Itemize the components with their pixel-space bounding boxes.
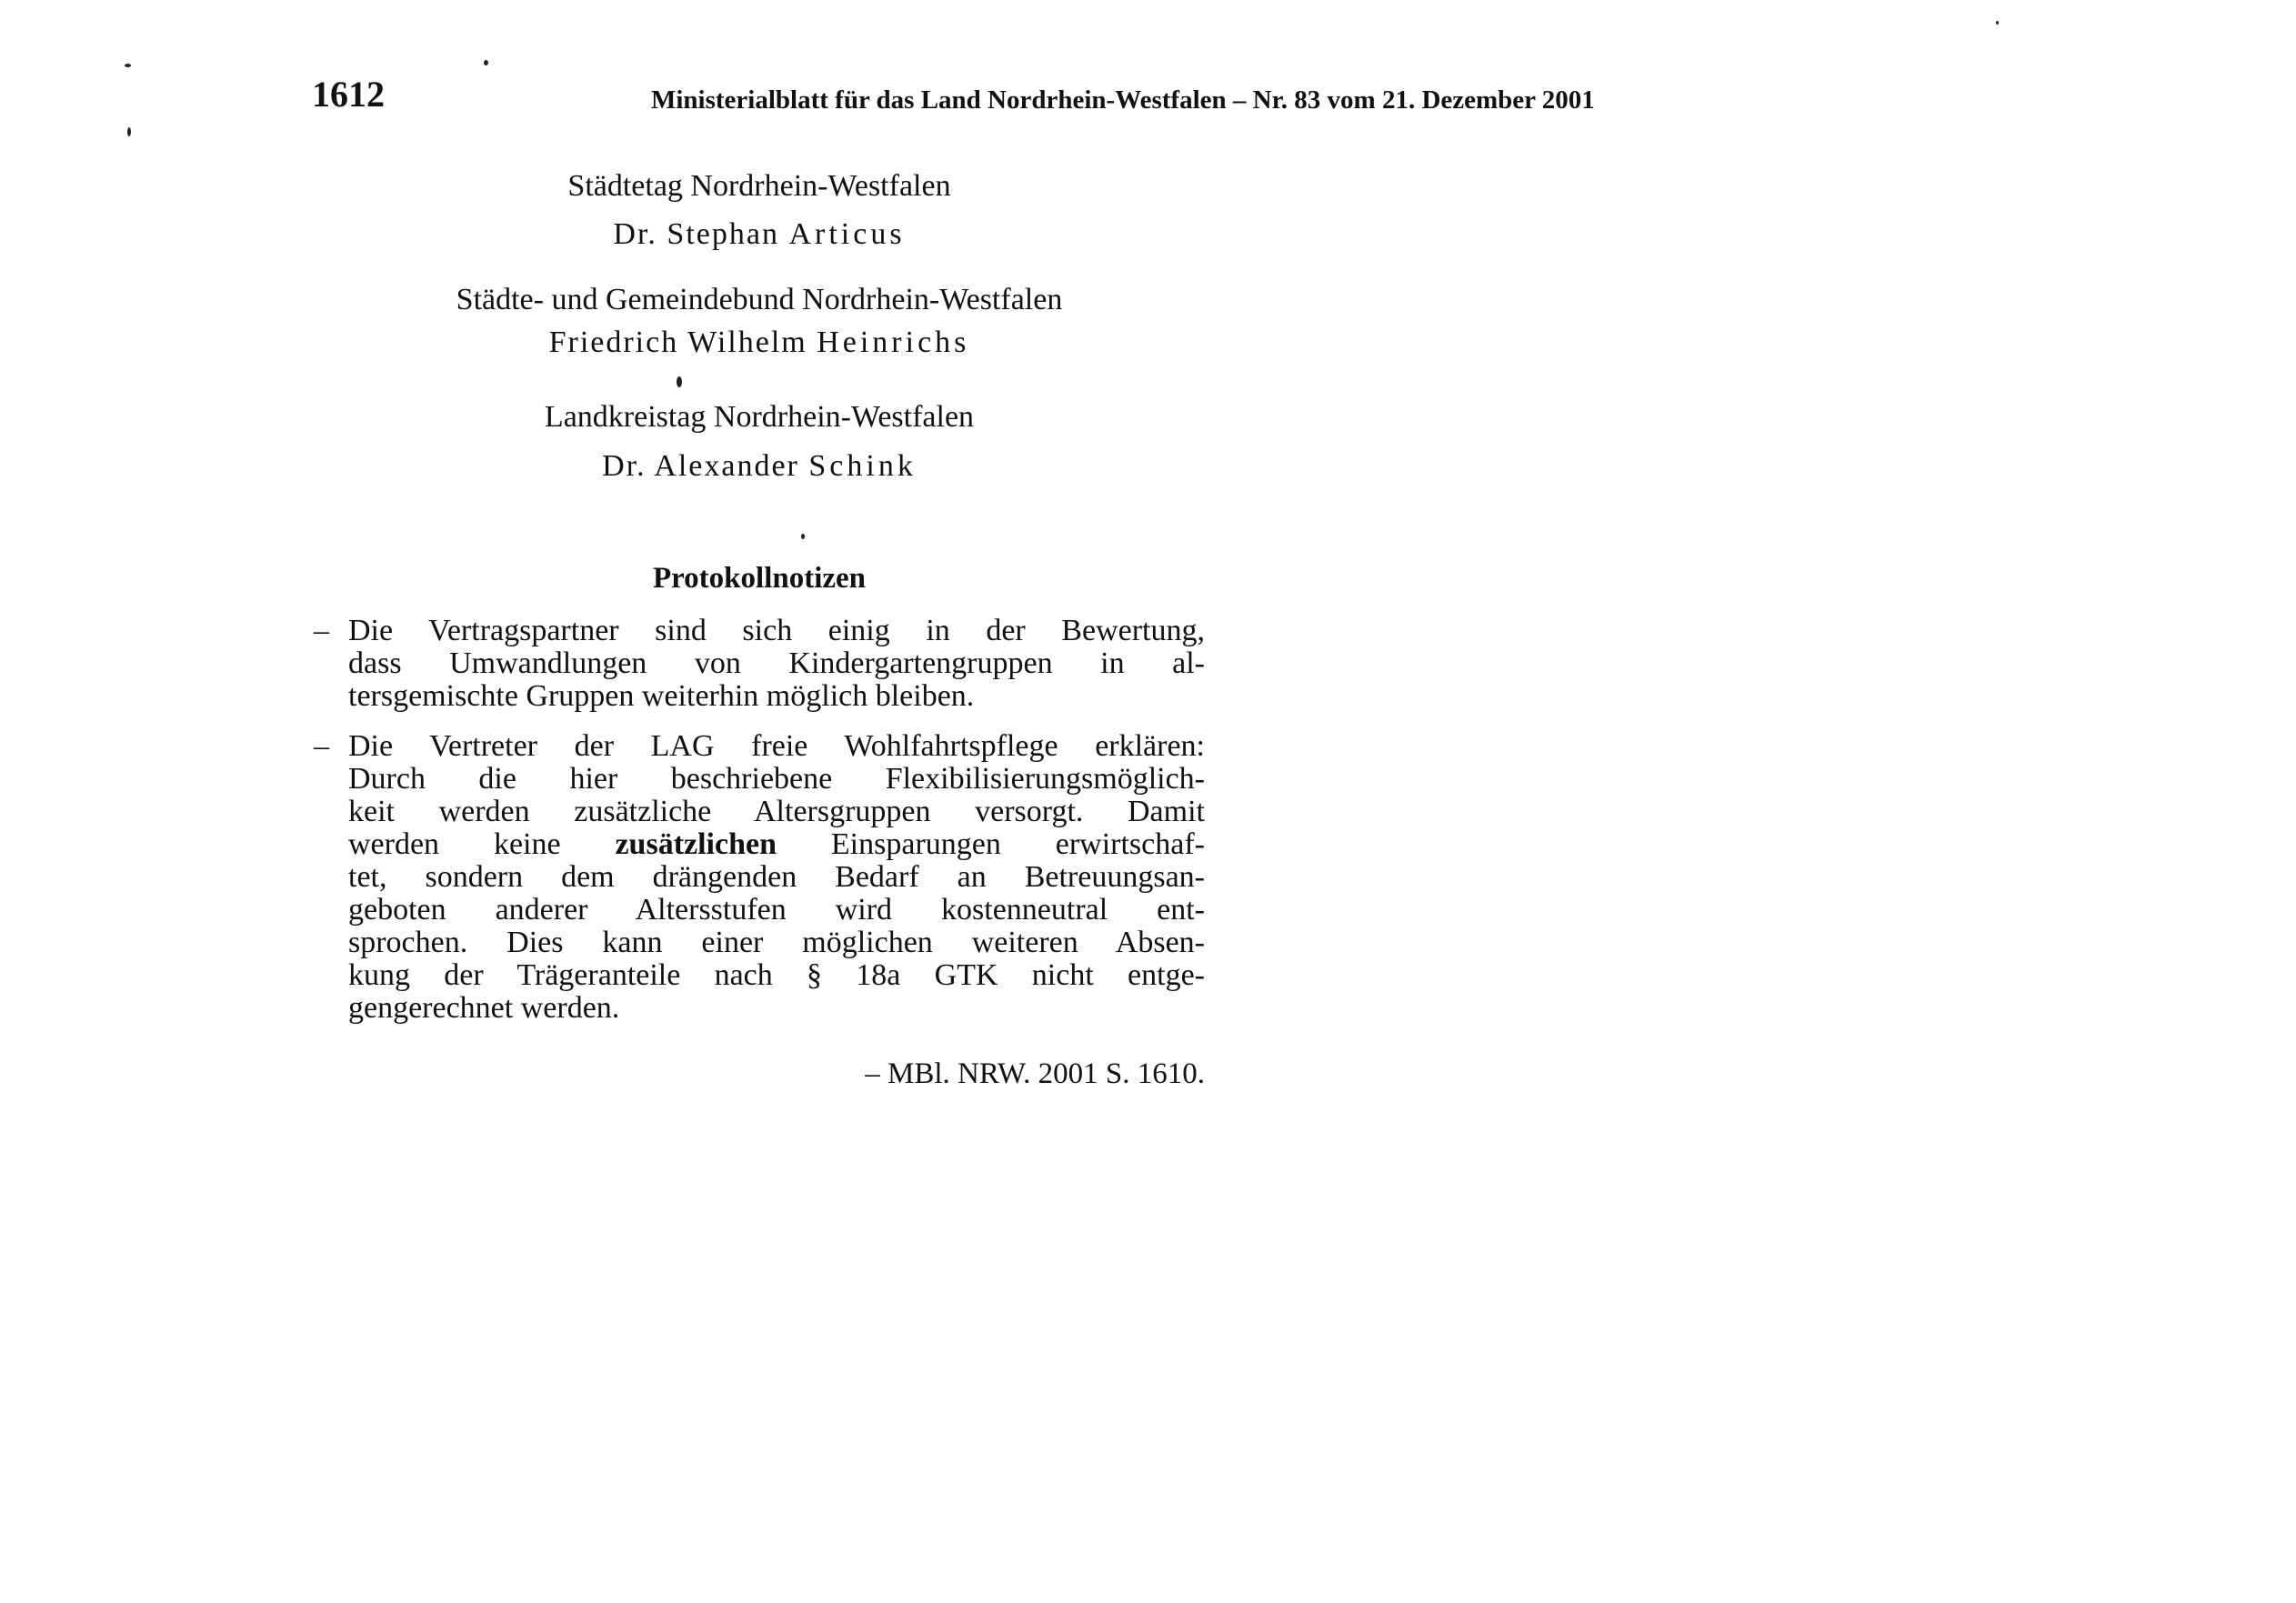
list-dash: – xyxy=(314,729,329,763)
protocol-heading: Protokollnotizen xyxy=(652,562,867,595)
signatory-name xyxy=(346,449,1173,484)
scan-speck xyxy=(125,64,131,67)
note-line: dass Umwandlungen von Kindergartengruppen in al- xyxy=(348,646,1205,680)
note-line: keit werden zusätzliche Altersgruppen versorgt. Damit xyxy=(348,795,1205,828)
list-dash: – xyxy=(314,614,329,647)
page-number: 1612 xyxy=(312,74,385,115)
scan-speck xyxy=(127,127,131,136)
citation: – MBl. NRW. 2001 S. 1610. xyxy=(865,1057,1205,1090)
signatory-name-prefix: Dr. Alexander xyxy=(602,449,799,483)
scan-speck xyxy=(1996,21,1999,25)
scan-speck xyxy=(801,534,805,539)
signatory-organization: Städte- und Gemeindebund Nordrhein-Westfalen xyxy=(456,283,1063,316)
note-text: Einsparungen erwirtschaf- xyxy=(830,827,1205,861)
note-line: Die Vertragspartner sind sich einig in der Bewertung, xyxy=(348,614,1205,647)
note-line: sprochen. Dies kann einer möglichen weiteren Absen- xyxy=(348,926,1205,959)
emphasized-word: zusätzlichen xyxy=(615,827,777,861)
signatory-surname: Articus xyxy=(788,217,906,251)
note-line: Die Vertreter der LAG freie Wohlfahrtspflege erklären: xyxy=(348,729,1205,763)
protocol-note xyxy=(314,730,1205,1025)
note-line: Durch die hier beschriebene Flexibilisierungsmöglich- xyxy=(348,762,1205,796)
protocol-note xyxy=(314,615,1205,713)
note-line: geboten anderer Altersstufen wird kostenneutral ent- xyxy=(348,893,1205,927)
signatory-name-prefix: Dr. Stephan xyxy=(613,217,779,251)
signatory-surname: Schink xyxy=(808,449,917,483)
signatory-name-prefix: Friedrich Wilhelm xyxy=(548,326,807,359)
note-line xyxy=(348,828,1205,861)
signatory-organization: Städtetag Nordrhein-Westfalen xyxy=(567,169,951,203)
note-line: gengerechnet werden. xyxy=(348,991,620,1025)
signatory-organization: Landkreistag Nordrhein-Westfalen xyxy=(544,400,975,434)
signatory-name xyxy=(346,217,1173,252)
signatory-name xyxy=(346,326,1173,360)
scan-speck xyxy=(677,376,682,387)
running-header: Ministerialblatt für das Land Nordrhein-Westfalen – Nr. 83 vom 21. Dezember 2001 xyxy=(651,85,1595,115)
note-text: werden keine xyxy=(348,827,561,861)
note-line: kung der Trägeranteile nach § 18a GTK nicht entge- xyxy=(348,958,1205,992)
note-line: tet, sondern dem drängenden Bedarf an Betreuungsan- xyxy=(348,860,1205,894)
note-line: tersgemischte Gruppen weiterhin möglich bleiben. xyxy=(348,679,975,713)
scan-speck xyxy=(484,60,488,65)
signatory-surname: Heinrichs xyxy=(817,326,970,359)
